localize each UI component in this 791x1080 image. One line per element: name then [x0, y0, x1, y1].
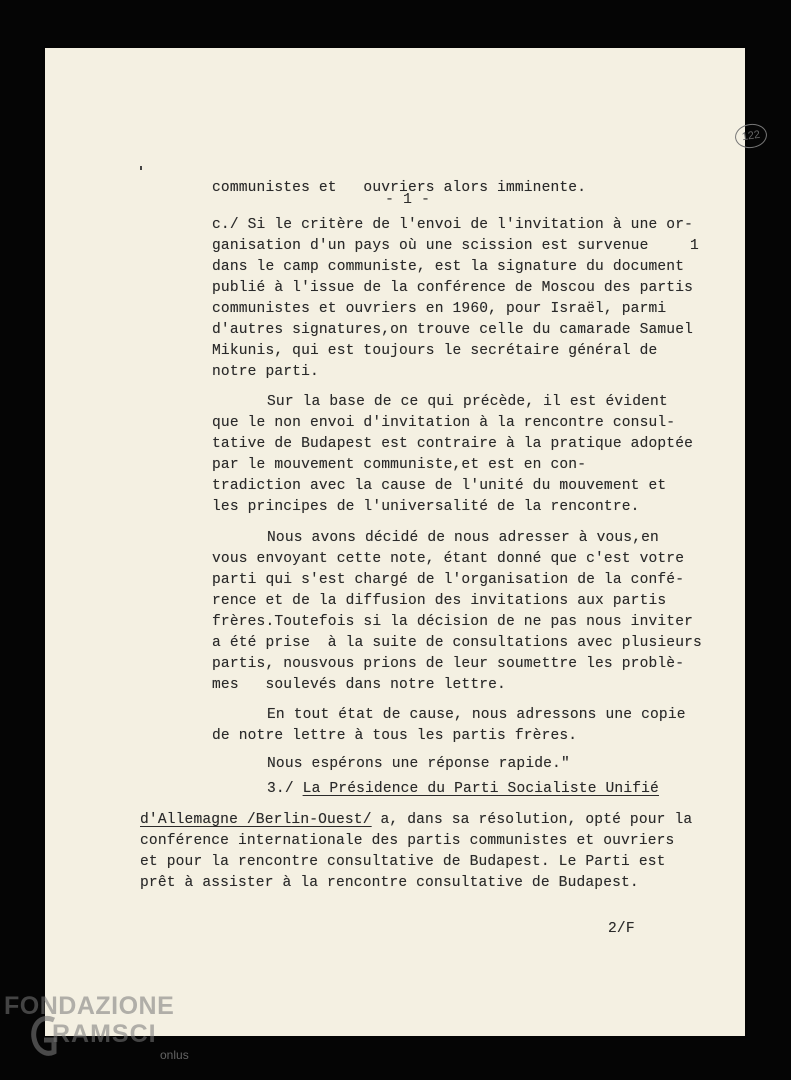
text-line: et pour la rencontre consultative de Budapest. Le Parti est [140, 854, 666, 870]
watermark-line2: RAMSCI [52, 1020, 157, 1048]
text-line: partis, nousvous prions de leur soumettre les problè- [212, 656, 685, 672]
text-line: parti qui s'est chargé de l'organisation de la confé- [212, 572, 685, 588]
text-line: mes soulevés dans notre lettre. [212, 677, 506, 693]
text-line [140, 810, 692, 831]
text-line: tradiction avec la cause de l'unité du mouvement et [212, 478, 667, 494]
text-line: tative de Budapest est contraire à la pratique adoptée [212, 436, 694, 452]
page-number: - 1 - [385, 191, 431, 208]
text-line: de notre lettre à tous les partis frères. [212, 728, 578, 744]
document-page [45, 48, 761, 1036]
line-number-marker: 1 [690, 238, 699, 254]
section-heading-continued: d'Allemagne /Berlin-Ouest/ [140, 812, 372, 828]
section-heading: La Présidence du Parti Socialiste Unifié [302, 781, 659, 797]
text-line: Nous avons décidé de nous adresser à vous,en [267, 530, 659, 546]
text-line: En tout état de cause, nous adressons une copie [267, 707, 686, 723]
archive-stamp [733, 122, 768, 150]
text-line: d'autres signatures,on trouve celle du camarade Samuel [212, 322, 694, 338]
text-line: c./ Si le critère de l'envoi de l'invitation à une or- [212, 217, 694, 233]
text-line: publié à l'issue de la conférence de Moscou des partis [212, 280, 694, 296]
watermark-line1: FONDAZIONE [4, 992, 175, 1020]
text-fragment: a, dans sa résolution, opté pour la [371, 812, 693, 828]
text-line: par le mouvement communiste,et est en con- [212, 457, 587, 473]
text-line: prêt à assister à la rencontre consultative de Budapest. [140, 875, 639, 891]
text-line: Sur la base de ce qui précède, il est évident [267, 394, 668, 410]
text-line: Nous espérons une réponse rapide." [267, 756, 570, 772]
margin-mark [140, 166, 142, 170]
section-number: 3./ [267, 781, 294, 797]
text-line: conférence internationale des partis communistes et ouvriers [140, 833, 675, 849]
watermark-logo [0, 990, 230, 1080]
text-line: communistes et ouvriers en 1960, pour Israël, parmi [212, 301, 667, 317]
text-line: ganisation d'un pays où une scission est survenue [212, 238, 649, 254]
text-line: frères.Toutefois si la décision de ne pas nous inviter [212, 614, 694, 630]
text-line: rence et de la diffusion des invitations aux partis [212, 593, 667, 609]
text-line: les principes de l'universalité de la rencontre. [212, 499, 640, 515]
text-line: vous envoyant cette note, étant donné que c'est votre [212, 551, 685, 567]
text-line: a été prise à la suite de consultations avec plusieurs [212, 635, 702, 651]
text-line: notre parti. [212, 364, 319, 380]
footer-reference: 2/F [608, 921, 635, 937]
section-line [267, 779, 659, 800]
watermark-suffix: onlus [160, 1048, 189, 1062]
text-line: que le non envoi d'invitation à la rencontre consul- [212, 415, 676, 431]
text-line: communistes et ouvriers alors imminente. [212, 180, 587, 196]
text-line: Mikunis, qui est toujours le secrétaire général de [212, 343, 658, 359]
text-line: dans le camp communiste, est la signature du document [212, 259, 685, 275]
archive-number: 122 [741, 128, 761, 144]
